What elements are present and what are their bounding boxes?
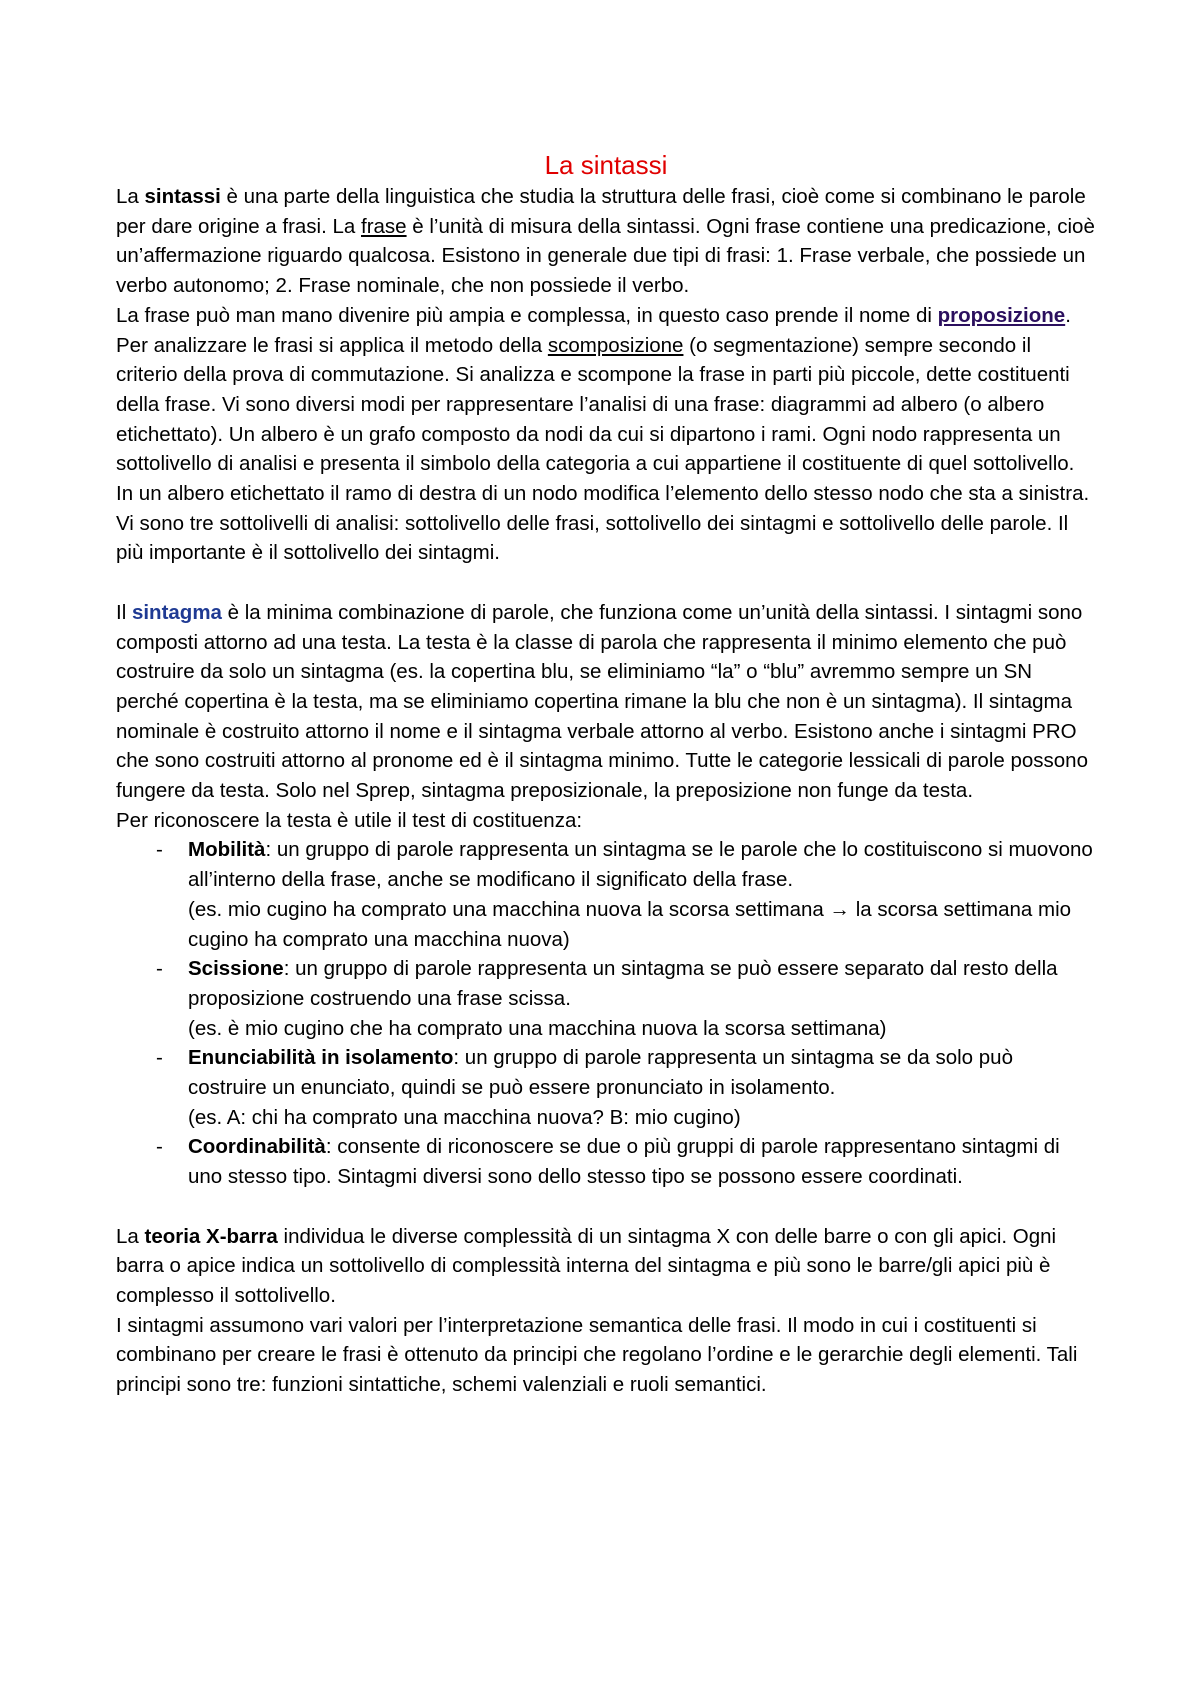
dash-bullet: - [156, 1046, 163, 1070]
text-run: è una parte della linguistica che studia la struttura delle frasi, cioè come si combinano le parole per dare origine a frasi. La [116, 185, 1086, 238]
dash-bullet: - [156, 838, 163, 862]
document-page [116, 148, 1096, 1400]
text-run: La [116, 1224, 145, 1248]
term-sintassi: sintassi [144, 185, 221, 208]
paragraph-sintagma [116, 598, 1096, 806]
list-text: : un gruppo di parole rappresenta un sintagma se le parole che lo costituiscono si muovono all’interno della frase, anche se modificano il significato della frase. [188, 838, 1093, 892]
paragraph-sottolivelli: Vi sono tre sottolivelli di analisi: sottolivello delle frasi, sottolivello dei sintagmi e sottolivello delle parole. Il più importante è il sottolivello dei sintagmi. [116, 511, 1069, 565]
example-text: (es. mio cugino ha comprato una macchina nuova la scorsa settimana [188, 897, 830, 921]
text-run: . Per analizzare le frasi si applica il metodo della [116, 303, 1071, 357]
list-item-mobilita [116, 835, 1096, 954]
text-run: individua le diverse complessità di un sintagma X con delle barre o con gli apici. Ogni barra o apice indica un sottolivello di complessità interna del sintagma e più sono le barre/gli apici più è complesso il sottolivello. [116, 1224, 1057, 1307]
paragraph-valori: I sintagmi assumono vari valori per l’interpretazione semantica delle frasi. Il modo in cui i costituenti si combinano per creare le frasi è ottenuto da principi che regolano l’ordine e le gerarchie degli elementi. Tali principi sono tre: funzioni sintattiche, schemi valenziali e ruoli semantici. [116, 1313, 1078, 1397]
text-run: La [116, 185, 145, 208]
list-item-coordinabilita [116, 1132, 1096, 1191]
dash-bullet: - [156, 1135, 163, 1159]
text-run: (o segmentazione) sempre secondo il criterio della prova di commutazione. Si analizza e scompone la frase in parti più piccole, dette costituenti della frase. Vi sono diversi modi per rappresentare l’analisi di una frase: diagrammi ad albero (o albero etichettato). Un albero è un grafo composto da nodi da cui si dipartono i rami. Ogni nodo rappresenta un sottolivello di analisi e presenta il simbolo della categoria a cui appartiene il costituente di quel sottolivello. In un albero etichettato il ramo di destra di un nodo modifica l’elemento dello stesso nodo che sta a sinistra. [116, 333, 1090, 506]
list-item-enunciabilita [116, 1043, 1096, 1132]
list-example [188, 895, 1096, 954]
paragraph-test-intro: Per riconoscere la testa è utile il test di costituenza: [116, 808, 583, 832]
paragraph-proposizione [116, 301, 1096, 509]
constituency-test-list [116, 835, 1096, 1191]
list-term: Mobilità [188, 838, 266, 862]
list-item-scissione [116, 954, 1096, 1043]
document-title: La sintassi [544, 150, 668, 180]
list-text: : consente di riconoscere se due o più gruppi di parole rappresentano sintagmi di uno stesso tipo. Sintagmi diversi sono dello stesso tipo se possono essere coordinati. [188, 1135, 1060, 1189]
blank-line [116, 1192, 1096, 1222]
term-scomposizione: scomposizione [547, 333, 684, 357]
list-example: (es. A: chi ha comprato una macchina nuova? B: mio cugino) [188, 1105, 741, 1129]
list-term: Scissione [188, 957, 284, 981]
list-term: Coordinabilità [188, 1135, 326, 1159]
blank-line [116, 568, 1096, 598]
list-term: Enunciabilità in isolamento [188, 1046, 454, 1070]
term-proposizione: proposizione [937, 303, 1066, 327]
text-run: è l’unità di misura della sintassi. Ogni frase contiene una predicazione, cioè un’affermazione riguardo qualcosa. Esistono in generale due tipi di frasi: 1. Frase verbale, che possiede un verbo autonomo; 2. Frase nominale, che non possiede il verbo. [116, 214, 1095, 298]
list-text: : un gruppo di parole rappresenta un sintagma se può essere separato dal resto della proposizione costruendo una frase scissa. [188, 957, 1058, 1010]
term-sintagma: sintagma [131, 600, 222, 624]
term-frase: frase [361, 214, 407, 238]
dash-bullet: - [156, 957, 163, 981]
paragraph-intro [116, 182, 1096, 301]
text-run: è la minima combinazione di parole, che funziona come un’unità della sintassi. I sintagmi sono composti attorno ad una testa. La testa è la classe di parola che rappresenta il minimo elemento che può costruire da solo un sintagma (es. la copertina blu, se eliminiamo “la” o “blu” avremmo sempre un SN perché copertina è la testa, ma se eliminiamo copertina rimane la blu che non è un sintagma). Il sintagma nominale è costruito attorno il nome e il sintagma verbale attorno al verbo. Esistono anche i sintagmi PRO che sono costruiti attorno al pronome ed è il sintagma minimo. Tutte le categorie lessicali di parole possono fungere da testa. Solo nel Sprep, sintagma preposizionale, la preposizione non funge da testa. [116, 600, 1088, 803]
term-teoria-x-barra: teoria X-barra [144, 1224, 278, 1248]
text-run: La frase può man mano divenire più ampia e complessa, in questo caso prende il nome di [116, 303, 938, 327]
text-run: Il [116, 600, 132, 624]
list-example: (es. è mio cugino che ha comprato una macchina nuova la scorsa settimana) [188, 1016, 887, 1040]
paragraph-x-barra [116, 1222, 1096, 1311]
example-text: la scorsa settimana mio cugino ha comprato una macchina nuova) [188, 897, 1072, 951]
arrow-icon: → [829, 897, 851, 921]
list-text: : un gruppo di parole rappresenta un sintagma se da solo può costruire un enunciato, quindi se può essere pronunciato in isolamento. [188, 1046, 1013, 1100]
